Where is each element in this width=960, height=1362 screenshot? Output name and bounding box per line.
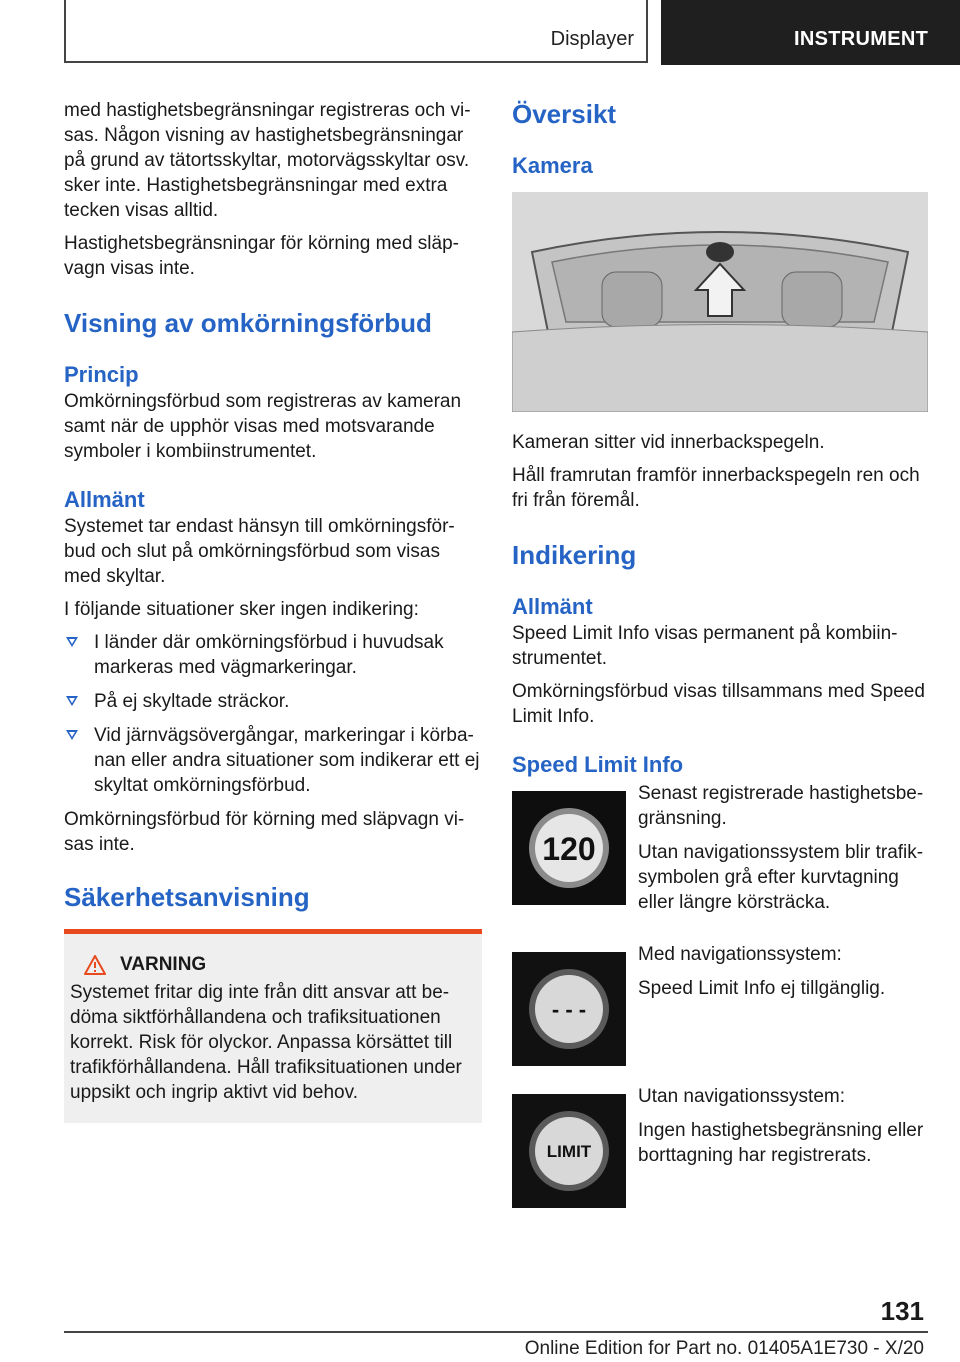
sign-text: - - - — [551, 997, 587, 1022]
warning-text: Systemet fritar dig inte från ditt ansvar att be-döma siktförhållandena och trafiksituationen korrekt. Risk för olyckor. Anpassa körsättet till trafikförhållandena. Håll trafiksituationen under uppsikt och ingrip aktivt vid behov. — [70, 982, 462, 1103]
heading-allmant-left: Allmänt — [64, 487, 145, 512]
heading-speed-limit-info: Speed Limit Info — [512, 752, 684, 777]
footer-divider — [64, 1331, 928, 1333]
header-section-title: Displayer — [550, 28, 634, 50]
sign-text: 120 — [542, 831, 596, 867]
speed-limit-line: Ingen hastighetsbegränsning eller borttagning har registrerats. — [638, 1120, 924, 1166]
footer-edition-text: Online Edition for Part no. 01405A1E730 - X/20 — [524, 1338, 924, 1359]
speed-limit-text — [638, 1084, 930, 1208]
speed-limit-line: Senast registrerade hastighetsbe-gränsning. — [638, 783, 924, 829]
heading-allmant-right: Allmänt — [512, 594, 593, 619]
heading-overtaking-display: Visning av omkörningsförbud — [64, 308, 432, 338]
heading-princip: Princip — [64, 362, 139, 387]
camera-paragraph-2: Håll framrutan framför innerbackspegeln ren och fri från föremål. — [512, 465, 920, 511]
allmant-paragraph-2: I följande situationer sker ingen indikering: — [64, 599, 419, 620]
camera-location-illustration — [512, 192, 928, 412]
header-chapter-tab — [661, 0, 960, 65]
heading-indication: Indikering — [512, 540, 637, 570]
speed-limit-unavailable-sign-icon — [512, 952, 626, 1066]
heading-overview: Översikt — [512, 99, 617, 129]
heading-safety: Säkerhetsanvisning — [64, 882, 310, 912]
speed-limit-line: Utan navigationssystem blir trafik-symbolen grå efter kurvtagning eller längre körsträcka. — [638, 842, 924, 913]
speed-limit-120-sign-icon — [512, 791, 626, 905]
warning-box — [64, 929, 482, 1123]
warning-title-row — [70, 954, 472, 976]
indication-paragraph-2: Omkörningsförbud visas tillsammans med Speed Limit Info. — [512, 681, 925, 727]
sign-text: LIMIT — [546, 1142, 592, 1161]
intro-paragraph-2: Hastighetsbegränsningar för körning med släp-vagn visas inte. — [64, 233, 459, 279]
situation-list — [64, 630, 482, 798]
list-item: På ej skyltade sträckor. — [64, 689, 482, 714]
speed-limit-line: Speed Limit Info ej tillgänglig. — [638, 978, 886, 999]
speed-limit-row-unavailable — [512, 942, 930, 1066]
page-number: 131 — [880, 1296, 924, 1326]
trailer-paragraph: Omkörningsförbud för körning med släpvagn vi-sas inte. — [64, 809, 465, 855]
indication-paragraph-1: Speed Limit Info visas permanent på kombiin-strumentet. — [512, 623, 898, 669]
list-item: I länder där omkörningsförbud i huvudsak markeras med vägmarkeringar. — [64, 630, 482, 680]
camera-paragraph-1: Kameran sitter vid innerbackspegeln. — [512, 432, 825, 453]
speed-limit-line: Utan navigationssystem: — [638, 1086, 845, 1107]
intro-paragraph-1: med hastighetsbegränsningar registreras och vi-sas. Någon visning av hastighetsbegränsningar på grund av tätortsskyltar, motorvägsskyltar osv. sker inte. Hastighetsbegränsningar med extra tecken visas alltid. — [64, 100, 471, 221]
speed-limit-row-120 — [512, 781, 930, 924]
list-item: Vid järnvägsövergångar, markeringar i körba-nan eller andra situationer som indikerar ett ej skyltat omkörningsförbud. — [64, 723, 482, 798]
princip-paragraph: Omkörningsförbud som registreras av kameran samt när de upphör visas med motsvarande symboler i kombiinstrumentet. — [64, 391, 462, 462]
speed-limit-text — [638, 942, 930, 1066]
speed-limit-text — [638, 781, 930, 924]
allmant-paragraph-1: Systemet tar endast hänsyn till omkörningsför-bud och slut på omkörningsförbud som visas med skyltar. — [64, 516, 455, 587]
right-column — [512, 98, 930, 1226]
warning-triangle-icon — [84, 955, 106, 975]
speed-limit-line: Med navigationssystem: — [638, 944, 842, 965]
speed-limit-limit-sign-icon — [512, 1094, 626, 1208]
triangle-bullet-icon — [66, 696, 78, 706]
heading-camera: Kamera — [512, 153, 593, 178]
triangle-bullet-icon — [66, 637, 78, 647]
header-section-tab — [64, 0, 648, 63]
warning-title: VARNING — [120, 954, 207, 975]
triangle-bullet-icon — [66, 730, 78, 740]
left-column — [64, 98, 482, 1123]
header-chapter-title: INSTRUMENT — [794, 28, 929, 50]
speed-limit-row-limit — [512, 1084, 930, 1208]
